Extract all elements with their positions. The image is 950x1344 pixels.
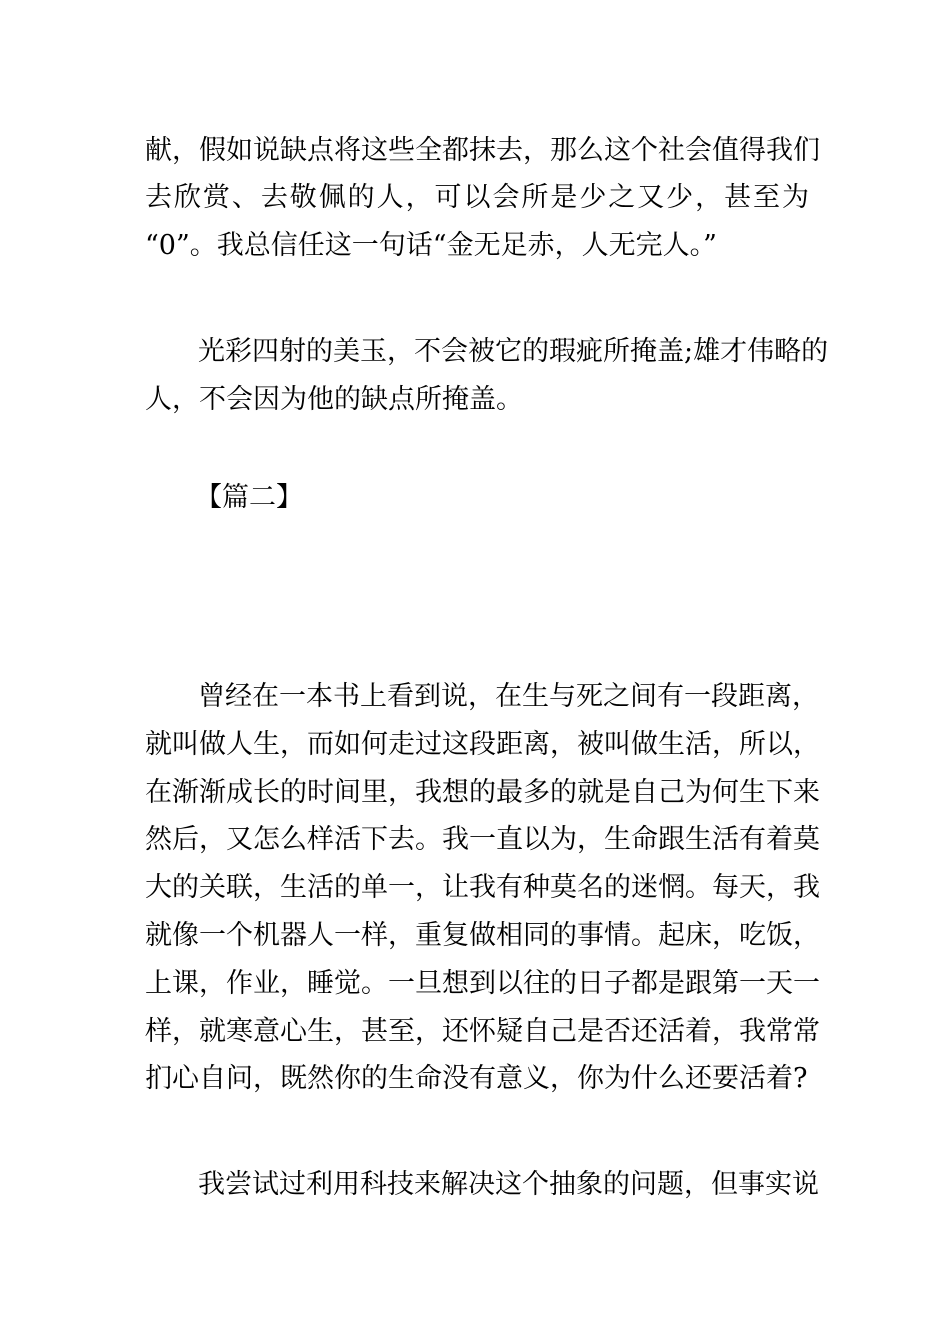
text-line: 人，不会因为他的缺点所掩盖。 xyxy=(145,384,523,415)
text-line: 就叫做人生，而如何走过这段距离，被叫做生活，所以， xyxy=(145,729,820,760)
text-line: 光彩四射的美玉，不会被它的瑕疵所掩盖;雄才伟略的 xyxy=(198,336,829,367)
text-line: 我尝试过利用科技来解决这个抽象的问题，但事实说 xyxy=(198,1169,819,1200)
text-line: 上课，作业，睡觉。一旦想到以往的日子都是跟第一天一 xyxy=(145,968,820,999)
text-line: 曾经在一本书上看到说，在生与死之间有一段距离， xyxy=(198,681,819,712)
text-line: 扪心自问，既然你的生命没有意义，你为什么还要活着? xyxy=(145,1063,808,1094)
text-line: 大的关联，生活的单一，让我有种莫名的迷惘。每天，我 xyxy=(145,872,820,903)
text-line: “0”。我总信任这一句话“金无足赤，人无完人。” xyxy=(145,230,717,261)
text-line: 去欣赏、去敬佩的人，可以会所是少之又少，甚至为 xyxy=(145,182,809,213)
text-line: 然后，又怎么样活下去。我一直以为，生命跟生活有着莫 xyxy=(145,824,820,855)
section-heading: 【篇二】 xyxy=(195,482,303,513)
text-line: 献，假如说缺点将这些全都抹去，那么这个社会值得我们 xyxy=(145,135,820,166)
text-line: 在渐渐成长的时间里，我想的最多的就是自己为何生下来 xyxy=(145,777,820,808)
text-line: 就像一个机器人一样，重复做相同的事情。起床，吃饭， xyxy=(145,920,820,951)
text-line: 样，就寒意心生，甚至，还怀疑自己是否还活着，我常常 xyxy=(145,1016,820,1047)
